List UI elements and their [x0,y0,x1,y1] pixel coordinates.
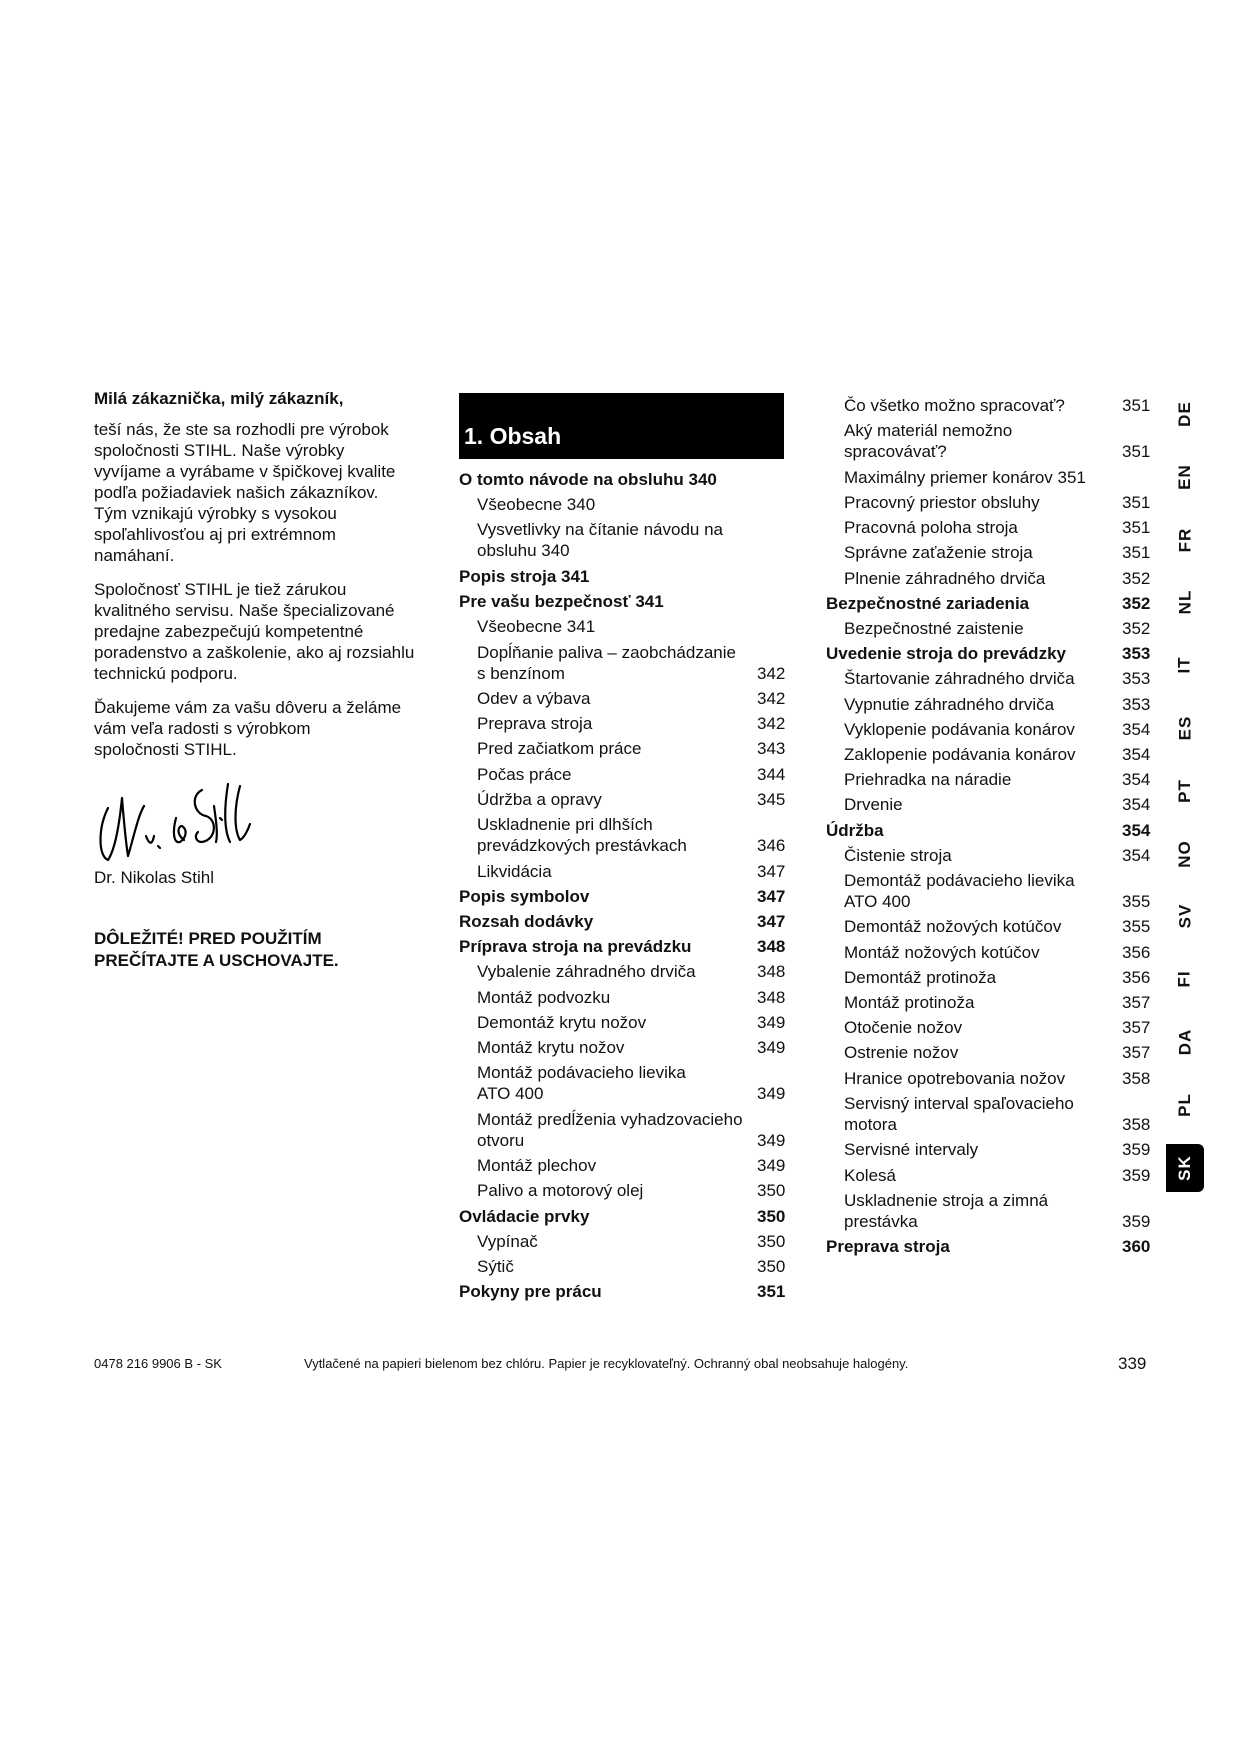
toc-entry-page: 350 [757,1206,786,1226]
language-tab-de[interactable]: DE [1175,401,1194,427]
toc-entry-title: O tomto návode na obsluhu 340 [459,470,717,489]
toc-entry-title: Správne zaťaženie stroja [844,543,1033,563]
toc-entry-title: Čistenie stroja [844,845,952,865]
toc-entry-page: 357 [1122,1043,1151,1063]
signer-name: Dr. Nikolas Stihl [94,868,214,887]
toc-entry-page: 360 [1122,1237,1151,1257]
toc-entry-page: 353 [1122,669,1151,689]
toc-entry-page: 356 [1122,942,1151,962]
letter [94,388,429,773]
toc-entry-title: Pracovný priestor obsluhy [844,492,1040,512]
toc-entry-page: 348 [757,937,786,957]
toc-entry-page: 351 [1122,396,1151,415]
toc-entry-page: 353 [1122,644,1151,664]
language-tab-sv[interactable]: SV [1175,904,1194,929]
toc-entry-page: 354 [1122,820,1151,840]
toc-entry-page: 348 [757,962,786,982]
toc-entry-page: 345 [757,789,786,809]
warning-notice: DÔLEŽITÉ! PRED POUŽITÍM PREČÍTAJTE A USCHOVAJTE. [94,929,339,970]
toc-entry-page: 354 [1122,845,1151,865]
toc-entry-title: Uvedenie stroja do prevádzky [826,644,1066,664]
toc-entry-title: Vyklopenie podávania konárov [844,719,1075,739]
toc-entry-title: Preprava stroja [477,714,593,734]
toc-entry-title: Pokyny pre prácu [459,1282,602,1302]
toc-entry-page: 354 [1122,744,1151,764]
language-tab-fi[interactable]: FI [1174,970,1194,988]
toc-entry-title: Montáž podvozku [477,987,611,1007]
toc-entry-page: 344 [757,764,786,784]
toc-entry-title: Drvenie [844,795,903,815]
toc-entry-title: Montáž podávacieho lievika ATO 400 [477,1063,686,1104]
toc-entry-page: 357 [1122,1018,1151,1038]
toc-entry-title: Servisné intervaly [844,1140,979,1160]
toc-entry-page: 354 [1122,770,1151,790]
toc-entry-title: Hranice opotrebovania nožov [844,1068,1066,1088]
toc-entry-page: 351 [1122,442,1151,462]
toc-entry-title: Vypínač [477,1231,538,1251]
toc-entry-title: Pred začiatkom práce [477,739,642,759]
toc-entry-page: 349 [757,1156,786,1176]
toc-entry-page: 357 [1122,993,1151,1012]
toc-entry-page: 342 [757,689,786,708]
toc-entry-page: 359 [1122,1165,1151,1185]
toc-entry-page: 355 [1122,892,1151,912]
toc-entry-page: 354 [1122,719,1151,739]
toc-entry-title: Otočenie nožov [844,1018,963,1038]
toc-entry-page: 355 [1122,917,1151,937]
toc-entry-title: Montáž predĺženia vyhadzovacieho otvoru [477,1109,743,1150]
toc-entry-title: Montáž krytu nožov [477,1037,625,1057]
language-tab-no[interactable]: NO [1175,839,1194,868]
language-tab-da[interactable]: DA [1175,1028,1194,1056]
footer-note: Vytlačené na papieri bielenom bez chlóru. Papier je recyklovateľný. Ochranný obal neobsahuje halogény. [304,1356,909,1371]
toc-title: 1. Obsah [459,393,784,459]
toc-entry-title: Ovládacie prvky [459,1206,590,1226]
toc-entry-title: Bezpečnostné zariadenia [826,593,1030,613]
toc-entry-title: Demontáž nožových kotúčov [844,917,1062,937]
toc-entry-page: 352 [1122,618,1151,638]
toc-entry-title: Dopĺňanie paliva – zaobchádzanie s benzínom [477,642,736,683]
toc-entry-title: Údržba [826,820,884,840]
toc-entry-page: 350 [757,1231,786,1251]
toc-entry-page: 347 [757,886,786,906]
toc-entry-page: 350 [757,1256,786,1276]
toc-entry-title: Kolesá [844,1165,896,1185]
toc-entry-title: Pracovná poloha stroja [844,518,1018,538]
letter-paragraph-1: teší nás, že ste sa rozhodli pre výrobok spoločnosti STIHL. Naše výrobky vyvíjame a vyrábame v špičkovej kvalite podľa požiadaviek našich zákazníkov. Tým vznikajú výrobky s vysokou spoľahlivosťou aj pri extrémnom namáhaní. [94,420,396,565]
toc-entry-page: 342 [757,714,786,734]
toc-entry-title: Vybalenie záhradného drviča [477,962,696,982]
toc-entry-title: Uskladnenie stroja a zimná prestávka [844,1190,1049,1231]
toc-entry-title: Priehradka na náradie [844,770,1012,790]
toc-entry-title: Montáž nožových kotúčov [844,942,1040,962]
toc-entry-page: 354 [1122,795,1151,815]
toc-entry-title: Montáž plechov [477,1156,597,1176]
language-tabs [1166,390,1204,1220]
toc-entry-page: 347 [757,861,786,881]
toc-entry-title: Preprava stroja [826,1237,950,1257]
language-tab-pt[interactable]: PT [1174,778,1194,803]
toc-entry-title: Pre vašu bezpečnosť 341 [459,592,664,612]
language-tab-fr[interactable]: FR [1174,527,1194,552]
toc-entry-page: 342 [757,663,786,683]
toc-entry-page: 351 [757,1282,786,1302]
language-tab-sk[interactable]: SK [1166,1144,1204,1192]
language-tab-es[interactable]: ES [1175,715,1194,741]
toc-entry-page: 356 [1122,967,1151,987]
language-tab-pl[interactable]: PL [1174,1092,1194,1117]
toc-entry-title: Údržba a opravy [477,789,602,809]
toc-entry-title: Príprava stroja na prevádzku [459,937,692,957]
toc-entry-title: Popis stroja 341 [459,566,590,586]
toc-entry-title: Montáž protinoža [844,993,975,1012]
toc-entry-page: 343 [757,739,786,759]
toc-entry-page: 348 [757,987,786,1007]
greeting: Milá zákaznička, milý zákazník, [94,389,344,408]
toc-entry-title: Rozsah dodávky [459,911,594,931]
language-tab-en[interactable]: EN [1175,463,1194,490]
toc-entry-page: 352 [1122,593,1151,613]
toc-entry-title: Vysvetlivky na čítanie návodu na obsluhu 340 [477,520,724,561]
toc-entry-title: Servisný interval spaľovacieho motora [844,1093,1074,1134]
toc-entry-title: Čo všetko možno spracovať? [844,396,1065,415]
toc-entry-page: 351 [1122,518,1151,538]
language-tab-nl[interactable]: NL [1174,590,1194,615]
toc-entry-title: Všeobecne 341 [477,617,596,637]
page-number: 339 [1118,1354,1147,1373]
toc-entry-title: Štartovanie záhradného drviča [844,669,1075,689]
toc-entry-page: 358 [1122,1068,1151,1088]
toc-entry-page: 352 [1122,568,1151,588]
toc-entry-page: 359 [1122,1211,1151,1231]
toc-entry-title: Plnenie záhradného drviča [844,568,1046,588]
language-tab-it[interactable]: IT [1174,656,1194,674]
toc-entry-title: Všeobecne 340 [477,495,596,515]
toc-entry-title: Aký materiál nemožno spracovávať? [844,421,1013,462]
toc-entry-title: Popis symbolov [459,886,590,906]
toc-entry-title: Maximálny priemer konárov 351 [844,467,1086,487]
toc-entry-page: 349 [757,1084,786,1104]
toc-entry-title: Počas práce [477,764,572,784]
toc-entry-title: Sýtič [477,1256,514,1276]
toc-entry-title: Zaklopenie podávania konárov [844,744,1076,764]
toc-entry-page: 359 [1122,1140,1151,1160]
toc-entry-page: 351 [1122,543,1151,563]
toc-entry-title: Vypnutie záhradného drviča [844,694,1055,714]
toc-entry-page: 349 [757,1037,786,1057]
toc-entry-page: 349 [757,1130,786,1150]
toc-entry-title: Ostrenie nožov [844,1043,959,1063]
toc-entry-title: Odev a výbava [477,689,591,708]
toc-entry-title: Palivo a motorový olej [477,1181,644,1201]
document-code: 0478 216 9906 B - SK [94,1356,222,1371]
letter-paragraph-3: Ďakujeme vám za vašu dôveru a želáme vám veľa radosti s výrobkom spoločnosti STIHL. [94,698,402,759]
toc-entry-page: 351 [1122,492,1151,512]
toc-entry-page: 358 [1122,1115,1151,1135]
toc-entry-title: Likvidácia [477,861,552,881]
toc-entry-page: 349 [757,1012,786,1032]
toc-entry-page: 353 [1122,694,1151,714]
toc-entry-page: 347 [757,911,786,931]
toc-entry-title: Bezpečnostné zaistenie [844,618,1024,638]
toc-entry-page: 346 [757,836,786,856]
signature [94,778,264,864]
toc-entry-page: 350 [757,1181,786,1201]
toc-entry-title: Demontáž podávacieho lievika ATO 400 [844,870,1075,911]
toc-entry-title: Demontáž protinoža [844,967,997,987]
toc-entry-title: Uskladnenie pri dlhších prevádzkových prestávkach [477,815,687,855]
toc-entry-title: Demontáž krytu nožov [477,1012,647,1032]
letter-paragraph-2: Spoločnosť STIHL je tiež zárukou kvalitného servisu. Naše špecializované predajne zabezpečujú kompetentné poradenstvo a zaškolenie, ako aj rozsiahlu technickú podporu. [94,580,415,683]
